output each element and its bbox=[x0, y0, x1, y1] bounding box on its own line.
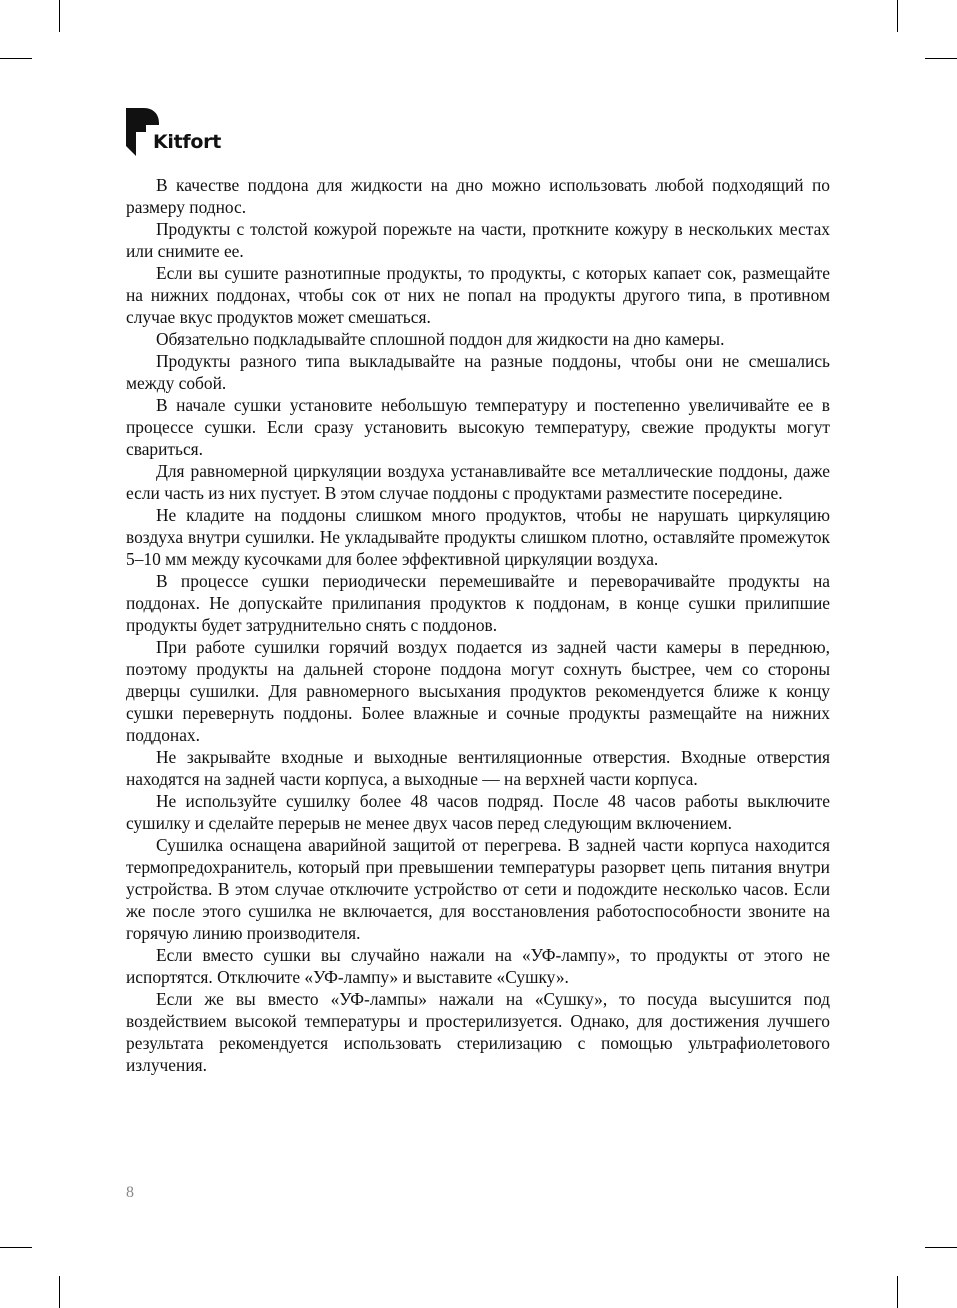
paragraph: Если же вы вместо «УФ-лампы» нажали на «Сушку», то посуда высушится под воздействием высокой температуры и простерилизуется. Однако, для достижения лучшего результата рекомендуется использовать стерилизацию с помощью ультрафиолетового излучения. bbox=[126, 989, 830, 1075]
paragraph: Не закрывайте входные и выходные вентиляционные отверстия. Входные отверстия находятся на задней части корпуса, а выходные — на верхней части корпуса. bbox=[126, 747, 830, 789]
paragraph: В начале сушки установите небольшую температуру и постепенно увеличивайте ее в процессе сушки. Если сразу установить высокую температуру, свежие продукты могут свариться. bbox=[126, 395, 830, 459]
paragraph: В качестве поддона для жидкости на дно можно использовать любой подходящий по размеру поднос. bbox=[126, 175, 830, 217]
paragraph: При работе сушилки горячий воздух подается из задней части камеры в переднюю, поэтому продукты на дальней стороне поддона могут сохнуть быстрее, чем со стороны дверцы сушилки. Для равномерного высыхания продуктов рекомендуется ближе к концу сушки перевернуть поддоны. Более влажные и сочные продукты размещайте на нижних поддонах. bbox=[126, 637, 830, 745]
brand-logo bbox=[126, 108, 236, 158]
crop-mark-bottom-left bbox=[59, 1276, 60, 1308]
crop-mark-top-right bbox=[897, 0, 898, 32]
crop-mark-top-left-h bbox=[0, 58, 32, 59]
crop-mark-bottom-left-h bbox=[0, 1247, 32, 1248]
paragraph: Не используйте сушилку более 48 часов подряд. После 48 часов работы выключите сушилку и сделайте перерыв не менее двух часов перед следующим включением. bbox=[126, 791, 830, 833]
paragraph: Сушилка оснащена аварийной защитой от перегрева. В задней части корпуса находится термопредохранитель, который при превышении температуры разорвет цепь питания внутри устройства. В этом случае отключите устройство от сети и подождите несколько часов. Если же после этого сушилка не включается, для восстановления работоспособности звоните на горячую линию производителя. bbox=[126, 835, 830, 943]
paragraph: Обязательно подкладывайте сплошной поддон для жидкости на дно камеры. bbox=[156, 329, 725, 349]
crop-mark-bottom-right-h bbox=[925, 1247, 957, 1248]
crop-mark-top-left bbox=[59, 0, 60, 32]
crop-mark-top-right-h bbox=[925, 58, 957, 59]
brand-name: Kitfort bbox=[153, 131, 221, 153]
paragraph: Не кладите на поддоны слишком много продуктов, чтобы не нарушать циркуляцию воздуха внутри сушилки. Не укладывайте продукты слишком плотно, оставляйте промежуток 5–10 мм между кусочками для более эффективной циркуляции воздуха. bbox=[126, 505, 830, 569]
paragraph: Если вы сушите разнотипные продукты, то продукты, с которых капает сок, размещайте на нижних поддонах, чтобы сок от них не попал на продукты другого типа, в противном случае вкус продуктов может смешаться. bbox=[126, 263, 830, 327]
crop-mark-bottom-right bbox=[897, 1276, 898, 1308]
paragraph: В процессе сушки периодически перемешивайте и переворачивайте продукты на поддонах. Не допускайте прилипания продуктов к поддонам, в конце сушки прилипшие продукты будет затруднительно снять с поддонов. bbox=[126, 571, 830, 635]
paragraph: Если вместо сушки вы случайно нажали на «УФ-лампу», то продукты от этого не испортятся. Отключите «УФ-лампу» и выставите «Сушку». bbox=[126, 945, 830, 987]
paragraph: Для равномерной циркуляции воздуха устанавливайте все металлические поддоны, даже если часть из них пустует. В этом случае поддоны с продуктами разместите посередине. bbox=[126, 461, 830, 503]
page-number: 8 bbox=[126, 1184, 134, 1201]
paragraph: Продукты разного типа выкладывайте на разные поддоны, чтобы они не смешались между собой. bbox=[126, 351, 830, 393]
paragraph: Продукты с толстой кожурой порежьте на части, проткните кожуру в нескольких местах или снимите ее. bbox=[126, 219, 830, 261]
manual-text bbox=[126, 174, 830, 1076]
